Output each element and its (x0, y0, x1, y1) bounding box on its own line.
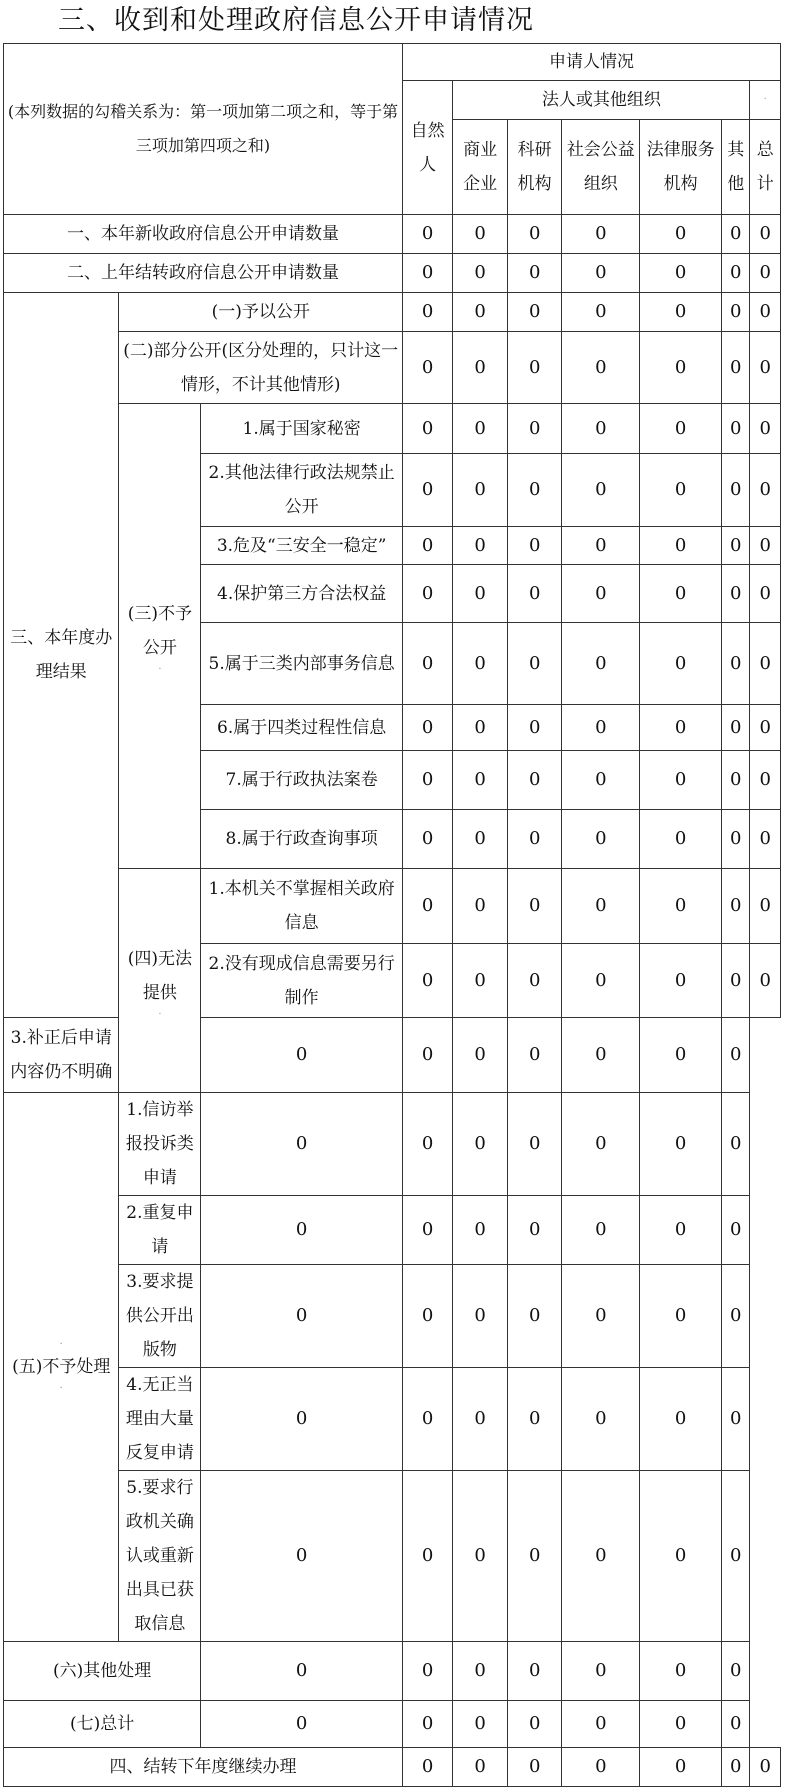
value-cell: 0 (562, 454, 640, 527)
value-cell: 0 (640, 944, 722, 1018)
value-cell: 0 (201, 1018, 403, 1093)
value-cell: 0 (453, 1748, 508, 1787)
item-nd3: 3.危及“三安全一稳定” (201, 527, 403, 565)
value-cell: 0 (453, 293, 508, 332)
value-cell: 0 (562, 404, 640, 454)
value-cell: 0 (640, 254, 722, 293)
value-cell: 0 (640, 565, 722, 623)
value-cell: 0 (507, 332, 562, 404)
value-cell: 0 (722, 254, 750, 293)
value-cell: 0 (562, 705, 640, 751)
value-cell: 0 (562, 1265, 640, 1368)
value-cell: 0 (402, 1265, 452, 1368)
value-cell: 0 (640, 1642, 722, 1701)
value-cell: 0 (722, 1748, 750, 1787)
value-cell: 0 (201, 1265, 403, 1368)
value-cell: 0 (507, 1701, 562, 1748)
value-cell: 0 (201, 1093, 403, 1196)
value-cell: 0 (402, 565, 452, 623)
value-cell: 0 (562, 254, 640, 293)
value-cell: 0 (722, 869, 750, 944)
value-cell: 0 (640, 1368, 722, 1471)
value-cell: 0 (507, 1748, 562, 1787)
value-cell: 0 (402, 454, 452, 527)
item-nh5: 5.要求行政机关确认或重新出具已获取信息 (119, 1471, 201, 1642)
value-cell: 0 (640, 215, 722, 254)
value-cell: 0 (201, 1368, 403, 1471)
value-cell: 0 (750, 1748, 781, 1787)
value-cell: 0 (750, 254, 781, 293)
value-cell: 0 (750, 527, 781, 565)
row-label-next: 四、结转下年度继续办理 (4, 1748, 403, 1787)
value-cell: 0 (453, 454, 508, 527)
disclosure-table (3, 43, 781, 1787)
value-cell: 0 (402, 527, 452, 565)
value-cell: 0 (402, 1748, 452, 1787)
row-label-new: 一、本年新收政府信息公开申请数量 (4, 215, 403, 254)
item-nh2: 2.重复申请 (119, 1196, 201, 1265)
value-cell: 0 (722, 1368, 750, 1471)
value-cell: 0 (562, 527, 640, 565)
item-nh4: 4.无正当理由大量反复申请 (119, 1368, 201, 1471)
value-cell: 0 (722, 1018, 750, 1093)
value-cell: 0 (640, 1018, 722, 1093)
value-cell: 0 (562, 293, 640, 332)
value-cell: 0 (722, 623, 750, 705)
value-cell: 0 (402, 1642, 452, 1701)
value-cell: 0 (750, 810, 781, 869)
header-public-welfare: 社会公益组织 (562, 120, 640, 215)
header-note: (本列数据的勾稽关系为：第一项加第二项之和，等于第三项加第四项之和) (4, 44, 403, 215)
value-cell: 0 (562, 1642, 640, 1701)
value-cell: 0 (453, 1018, 508, 1093)
value-cell: 0 (402, 1471, 452, 1642)
value-cell: 0 (562, 623, 640, 705)
value-cell: 0 (507, 215, 562, 254)
value-cell: 0 (402, 1196, 452, 1265)
value-cell: 0 (402, 293, 452, 332)
value-cell: 0 (750, 215, 781, 254)
value-cell: 0 (201, 1471, 403, 1642)
value-cell: 0 (750, 454, 781, 527)
value-cell: 0 (750, 404, 781, 454)
value-cell: 0 (640, 705, 722, 751)
value-cell: 0 (402, 705, 452, 751)
value-cell: 0 (453, 751, 508, 810)
header-dot-mark: · (750, 81, 781, 120)
value-cell: 0 (507, 705, 562, 751)
value-cell: 0 (640, 751, 722, 810)
value-cell: 0 (722, 810, 750, 869)
value-cell: 0 (507, 623, 562, 705)
item-nd8: 8.属于行政查询事项 (201, 810, 403, 869)
value-cell: 0 (722, 1265, 750, 1368)
value-cell: 0 (453, 1368, 508, 1471)
value-cell: 0 (453, 1701, 508, 1748)
value-cell: 0 (507, 1368, 562, 1471)
row-label-other-handle: (六)其他处理 (4, 1642, 201, 1701)
value-cell: 0 (562, 565, 640, 623)
value-cell: 0 (453, 869, 508, 944)
value-cell: 0 (507, 454, 562, 527)
header-commercial: 商业企业 (453, 120, 508, 215)
value-cell: 0 (507, 1093, 562, 1196)
value-cell: 0 (453, 1093, 508, 1196)
value-cell: 0 (722, 404, 750, 454)
value-cell: 0 (722, 1701, 750, 1748)
value-cell: 0 (201, 1701, 403, 1748)
value-cell: 0 (507, 527, 562, 565)
value-cell: 0 (562, 1701, 640, 1748)
value-cell: 0 (453, 705, 508, 751)
value-cell: 0 (722, 565, 750, 623)
value-cell: 0 (640, 1196, 722, 1265)
value-cell: 0 (453, 215, 508, 254)
value-cell: 0 (562, 944, 640, 1018)
value-cell: 0 (640, 454, 722, 527)
header-natural-person: 自然人 (402, 81, 452, 215)
value-cell: 0 (640, 623, 722, 705)
item-cp1: 1.本机关不掌握相关政府信息 (201, 869, 403, 944)
value-cell: 0 (640, 527, 722, 565)
value-cell: 0 (722, 215, 750, 254)
value-cell: 0 (640, 869, 722, 944)
item-nh3: 3.要求提供公开出版物 (119, 1265, 201, 1368)
value-cell: 0 (750, 705, 781, 751)
value-cell: 0 (750, 751, 781, 810)
value-cell: 0 (453, 623, 508, 705)
value-cell: 0 (562, 751, 640, 810)
value-cell: 0 (453, 404, 508, 454)
value-cell: 0 (402, 404, 452, 454)
value-cell: 0 (201, 1642, 403, 1701)
header-total: 总计 (750, 120, 781, 215)
value-cell: 0 (402, 1093, 452, 1196)
value-cell: 0 (722, 527, 750, 565)
value-cell: 0 (750, 623, 781, 705)
value-cell: 0 (453, 527, 508, 565)
item-nd1: 1.属于国家秘密 (201, 404, 403, 454)
value-cell: 0 (507, 810, 562, 869)
value-cell: 0 (562, 1093, 640, 1196)
page-title: 三、收到和处理政府信息公开申请情况 (58, 5, 534, 36)
header-applicant: 申请人情况 (402, 44, 780, 81)
row-label-carry: 二、上年结转政府信息公开申请数量 (4, 254, 403, 293)
value-cell: 0 (562, 1196, 640, 1265)
value-cell: 0 (722, 454, 750, 527)
row-label-partial: (二)部分公开(区分处理的，只计这一情形，不计其他情形) (119, 332, 402, 404)
item-nh1: 1.信访举报投诉类申请 (119, 1093, 201, 1196)
header-legal-service: 法律服务机构 (640, 120, 722, 215)
value-cell: 0 (453, 1642, 508, 1701)
item-nd2: 2.其他法律行政法规禁止公开 (201, 454, 403, 527)
value-cell: 0 (722, 705, 750, 751)
value-cell: 0 (750, 293, 781, 332)
item-cp3: 3.补正后申请内容仍不明确 (4, 1018, 119, 1093)
group-result-label: 三、本年度办理结果 (4, 293, 119, 1018)
value-cell: 0 (453, 332, 508, 404)
group-no-disclose-label: (三)不予公开 · (119, 404, 201, 869)
row-label-disclose: (一)予以公开 (119, 293, 402, 332)
item-cp2: 2.没有现成信息需要另行制作 (201, 944, 403, 1018)
value-cell: 0 (402, 215, 452, 254)
value-cell: 0 (640, 332, 722, 404)
value-cell: 0 (722, 332, 750, 404)
value-cell: 0 (507, 1471, 562, 1642)
value-cell: 0 (453, 1471, 508, 1642)
value-cell: 0 (507, 944, 562, 1018)
value-cell: 0 (402, 1368, 452, 1471)
value-cell: 0 (402, 810, 452, 869)
item-nd6: 6.属于四类过程性信息 (201, 705, 403, 751)
value-cell: 0 (640, 1265, 722, 1368)
value-cell: 0 (722, 751, 750, 810)
value-cell: 0 (722, 1642, 750, 1701)
value-cell: 0 (453, 810, 508, 869)
group-not-handle-label: · (五)不予处理 · (4, 1093, 119, 1642)
header-legal-entities: 法人或其他组织 (453, 81, 750, 120)
value-cell: 0 (562, 332, 640, 404)
value-cell: 0 (402, 254, 452, 293)
value-cell: 0 (640, 404, 722, 454)
group-cannot-provide-label: (四)无法提供 · (119, 869, 201, 1093)
value-cell: 0 (453, 944, 508, 1018)
value-cell: 0 (750, 944, 781, 1018)
value-cell: 0 (402, 944, 452, 1018)
value-cell: 0 (750, 332, 781, 404)
value-cell: 0 (402, 1701, 452, 1748)
value-cell: 0 (750, 565, 781, 623)
value-cell: 0 (402, 623, 452, 705)
value-cell: 0 (453, 1196, 508, 1265)
value-cell: 0 (507, 293, 562, 332)
value-cell: 0 (562, 215, 640, 254)
value-cell: 0 (562, 810, 640, 869)
item-nd5: 5.属于三类内部事务信息 (201, 623, 403, 705)
value-cell: 0 (507, 565, 562, 623)
header-other: 其他 (722, 120, 750, 215)
value-cell: 0 (562, 1471, 640, 1642)
value-cell: 0 (507, 1642, 562, 1701)
value-cell: 0 (507, 1018, 562, 1093)
value-cell: 0 (201, 1196, 403, 1265)
value-cell: 0 (722, 1196, 750, 1265)
value-cell: 0 (402, 1018, 452, 1093)
value-cell: 0 (640, 1471, 722, 1642)
value-cell: 0 (453, 1265, 508, 1368)
value-cell: 0 (640, 1701, 722, 1748)
row-label-subtotal: (七)总计 (4, 1701, 201, 1748)
value-cell: 0 (562, 1368, 640, 1471)
value-cell: 0 (640, 293, 722, 332)
value-cell: 0 (507, 1196, 562, 1265)
value-cell: 0 (453, 565, 508, 623)
header-research: 科研机构 (507, 120, 562, 215)
value-cell: 0 (402, 751, 452, 810)
value-cell: 0 (722, 293, 750, 332)
value-cell: 0 (722, 944, 750, 1018)
value-cell: 0 (507, 869, 562, 944)
value-cell: 0 (507, 1265, 562, 1368)
value-cell: 0 (640, 810, 722, 869)
value-cell: 0 (402, 869, 452, 944)
value-cell: 0 (640, 1093, 722, 1196)
value-cell: 0 (453, 254, 508, 293)
value-cell: 0 (750, 869, 781, 944)
value-cell: 0 (722, 1093, 750, 1196)
value-cell: 0 (562, 1748, 640, 1787)
value-cell: 0 (402, 332, 452, 404)
item-nd7: 7.属于行政执法案卷 (201, 751, 403, 810)
value-cell: 0 (507, 404, 562, 454)
value-cell: 0 (562, 1018, 640, 1093)
value-cell: 0 (562, 869, 640, 944)
item-nd4: 4.保护第三方合法权益 (201, 565, 403, 623)
value-cell: 0 (507, 751, 562, 810)
value-cell: 0 (722, 1471, 750, 1642)
value-cell: 0 (507, 254, 562, 293)
value-cell: 0 (640, 1748, 722, 1787)
